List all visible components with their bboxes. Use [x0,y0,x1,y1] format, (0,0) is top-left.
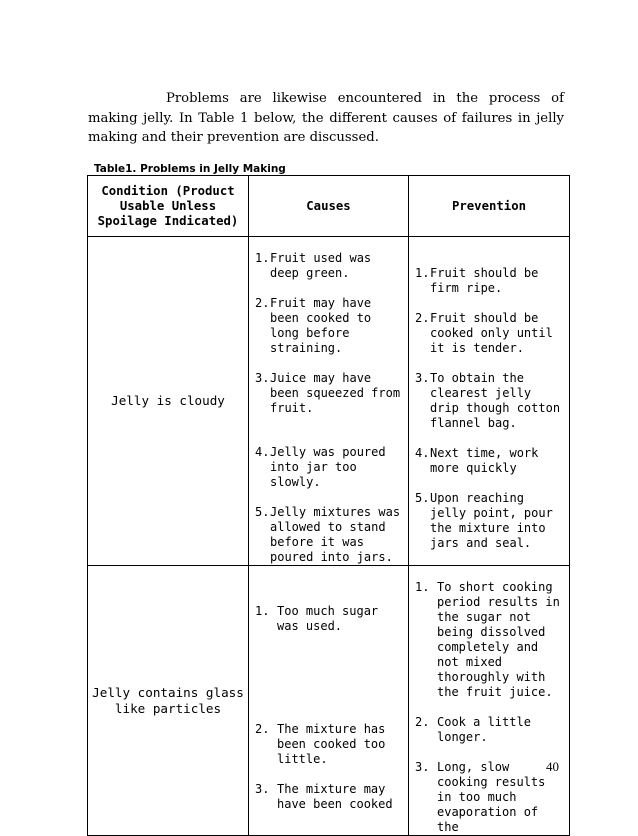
list-item-text: Fruit may have been cooked to long before straining. [270,296,372,355]
list-item [415,266,563,296]
list-item-text: Jelly was poured into jar too slowly. [270,445,386,489]
list-item [255,445,402,490]
condition-cell: Jelly is cloudy [88,237,249,566]
list-item-number: 1. [415,265,430,280]
intro-paragraph [88,89,564,148]
list-item-number: 3. [255,781,270,796]
list-item-number: 2. [415,310,430,325]
causes-cell [249,237,409,566]
causes-cell [249,566,409,836]
list-item [255,251,402,281]
page-number: 40 [546,759,559,774]
list-item-text: To short cooking period results in the sugar not being dissolved completely and not mixed thoroughly with the fruit juice. [437,580,560,699]
list-item-text: Cook a little longer. [437,715,531,744]
list-item-text: The mixture may have been cooked [277,781,393,811]
intro-paragraph-text: Problems are likewise encountered in the process of making jelly. In Table 1 below, the different causes of failures in jelly making and their prevention are discussed. [88,91,564,145]
list-item [415,715,563,745]
list-item [255,782,402,812]
table-caption: Table1. Problems in Jelly Making [94,163,286,175]
list-item [415,580,563,700]
table-row [88,566,570,836]
list-item-text: To obtain the clearest jelly drip though cotton flannel bag. [430,370,561,430]
list-item [255,722,402,767]
list-item-number: 5. [255,505,270,519]
causes-list [255,604,402,812]
condition-cell: Jelly contains glass like particles [88,566,249,836]
list-item [415,371,563,431]
list-item-number: 2. [255,296,270,310]
list-item-number: 2. [255,721,270,736]
list-item-number: 3. [415,760,430,774]
list-item [415,760,563,835]
list-item-text: Fruit should be firm ripe. [430,265,539,295]
list-item-number: 5. [415,490,430,505]
list-item-text: Fruit should be cooked only until it is tender. [430,310,553,355]
list-item-text: Juice may have been squeezed from fruit. [270,371,401,415]
list-item-number: 3. [415,370,430,385]
list-item-number: 4. [255,445,270,459]
list-item [255,505,402,565]
causes-list [255,251,402,565]
header-prevention: Prevention [409,176,570,237]
list-item-text: Next time, work more quickly [430,445,539,475]
list-item [415,491,563,551]
list-item-number: 3. [255,371,270,385]
list-item-number: 4. [415,445,430,460]
header-condition: Condition (Product Usable Unless Spoilage Indicated) [88,176,249,237]
prevention-list [415,266,563,551]
list-item-number: 2. [415,715,430,729]
list-item-number: 1. [415,580,430,594]
prevention-cell [409,566,570,836]
prevention-list [415,580,563,835]
list-item-text: Long, slow cooking results in too much evaporation of the [437,760,546,834]
list-item-number: 1. [255,251,270,265]
problems-table-container [87,175,569,836]
list-item [415,311,563,356]
list-item-text: Upon reaching jelly point, pour the mixture into jars and seal. [430,490,553,550]
list-item [255,371,402,416]
list-item-number: 1. [255,603,270,618]
table-row [88,237,570,566]
list-item-text: Jelly mixtures was allowed to stand before it was poured into jars. [270,505,401,564]
list-item-text: Fruit used was deep green. [270,251,372,280]
list-item [415,446,563,476]
list-item-text: The mixture has been cooked too little. [277,721,386,766]
list-item [255,296,402,356]
table-header-row [88,176,570,237]
header-causes: Causes [249,176,409,237]
list-item [255,604,402,634]
prevention-cell [409,237,570,566]
problems-table [87,175,570,836]
list-item-text: Too much sugar was used. [277,603,379,633]
